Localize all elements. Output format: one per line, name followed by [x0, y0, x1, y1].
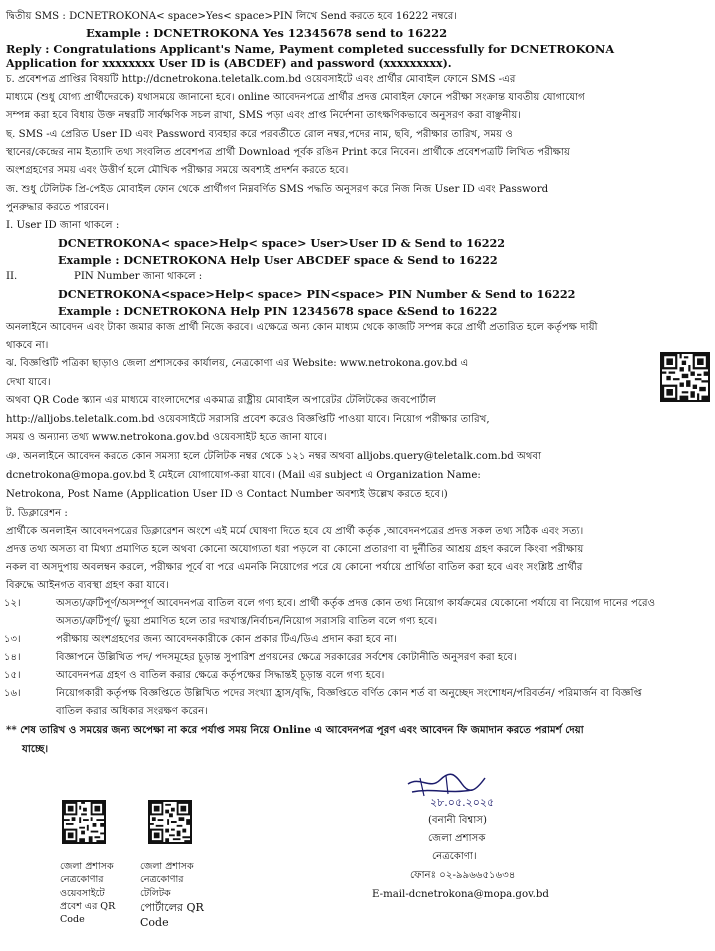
- item-12-line-1: অসত্য/ত্রুটিপূর্ণ/অসম্পূর্ণ আবেদনপত্র বাতিল বলে গণ্য হবে। প্রার্থী কর্তৃক প্রদত্ত কোন তথ্য নিয়োগ কার্যক্রমের যেকোনো পর্যায়ে বা নিয়োগ দানের পরেও: [56, 598, 656, 609]
- ja-line-2: পুনরুদ্ধার করতে পারবেন।: [6, 202, 109, 213]
- website-entry-qr-code: [62, 800, 106, 844]
- item-13-line-1: পরীক্ষায় অংশগ্রহণের জন্য আবেদনকারীকে কোন প্রকার টিএ/ডিএ প্রদান করা হবে না।: [56, 634, 398, 645]
- chha-line-2: স্থানের/কেন্দ্রের নাম ইত্যাদি তথ্য সংবলিত প্রবেশপত্র প্রার্থী Download পূর্বক রঙিন Print করে নিবেন। প্রার্থীকে প্রবেশপত্রটি লিখিত পরীক্ষায়: [6, 147, 570, 158]
- signature-date: ২৮.০৫.২০২৫: [430, 796, 495, 809]
- item-number: ১৪।: [4, 652, 21, 663]
- teletalk-qr-caption: [140, 860, 220, 931]
- pin-help-format: DCNETROKONA<space>Help< space> PIN<space> PIN Number & Send to 16222: [58, 287, 576, 301]
- qr-code-icon: [662, 354, 708, 400]
- item-number: ১২।: [4, 598, 21, 609]
- item-16-line-1: নিয়োগকারী কর্তৃপক্ষ বিজ্ঞপ্তিতে উল্লিখিত পদের সংখ্যা হ্রাস/বৃদ্ধি, বিজ্ঞপ্তিতে বর্ণিত কোন শর্ত বা অনুচ্ছেদ সংশোধন/পরিবর্তন/ পরিমার্জন বা বিজ্ঞপ্তি: [56, 688, 642, 699]
- nya-line-3: Netrokona, Post Name (Application User ID ও Contact Number অবশ্যই উল্লেখ করতে হবে।): [6, 489, 448, 500]
- nya-line-1: ঞ. অনলাইনে আবেদন করতে কোন সমস্যা হলে টেলিটক নম্বর থেকে ১২১ নম্বর অথবা alljobs.query@teletalk.com.bd অথবা: [6, 451, 542, 462]
- caption-line: জেলা প্রশাসক: [140, 861, 194, 872]
- online-note-1: অনলাইনে আবেদন এবং টাকা জমার কাজ প্রার্থী নিজে করবে। এক্ষেত্রে অন্য কোন মাধ্যম থেকে কাজটি সম্পন্ন করে প্রার্থী প্রতারিত হলে কর্তৃপক্ষ দায়ী: [6, 322, 598, 333]
- signatory-phone: ফোনঃ ০২-৯৯৬৬৫১৬৩৪: [410, 870, 516, 881]
- qr-code-icon: [64, 802, 104, 842]
- qr-code-icon: [150, 802, 190, 842]
- jha-line-2: দেখা যাবে।: [6, 377, 51, 388]
- cha-line-3: সম্পন্ন করা হবে বিধায় উক্ত নম্বরটি সার্বক্ষণিক সচল রাখা, SMS পড়া এবং প্রাপ্ত নির্দেশনা তাৎক্ষণিকভাবে অনুসরণ করা বাঞ্ছনীয়।: [6, 110, 521, 121]
- online-note-2: থাকবে না।: [6, 340, 49, 351]
- pin-heading-num: II.: [6, 271, 18, 282]
- final-advice-line-2: যাচ্ছে।: [22, 743, 49, 755]
- item-14-line-1: বিজ্ঞাপনে উল্লিখিত পদ/ পদসমূহের চূড়ান্ত সুপারিশ প্রণয়নের ক্ষেত্রে সরকারের সর্বশেষ কোটানীতি অনুসরণ করা হবে।: [56, 652, 517, 663]
- ja-line-1: জ. শুধু টেলিটক প্রি-পেইড মোবাইল ফোন থেকে প্রার্থীগণ নিম্নবর্ণিত SMS পদ্ধতি অনুসরণ করে নিজ নিজ User ID এবং Password: [6, 184, 549, 195]
- cha-line-2: মাধ্যমে (শুধু যোগ্য প্রার্থীদেরকে) যথাসময়ে জানানো হবে। online আবেদনপত্রে প্রার্থীর প্রদত্ত মোবাইল ফোনে পরীক্ষা সংক্রান্ত যাবতীয় যোগাযোগ: [6, 92, 585, 103]
- cha-line-1: চ. প্রবেশপত্র প্রাপ্তির বিষয়টি http://dcnetrokona.teletalk.com.bd ওয়েবসাইটে এবং প্রার্থীর মোবাইল ফোনে SMS -এর: [6, 74, 516, 85]
- jha-line-1: ঝ. বিজ্ঞপ্তিটি পত্রিকা ছাড়াও জেলা প্রশাসকের কার্যালয়, নেত্রকোণা এর Website: www.netrokona.gov.bd এ: [6, 358, 469, 369]
- signatory-name: (বনানী বিশ্বাস): [428, 815, 487, 826]
- item-12-line-2: অসত্য/ত্রুটিপূর্ণ/ ভুয়া প্রমাণিত হলে তার দরখাস্ত/নির্বাচন/নিয়োগ সরাসরি বাতিল বলে গণ্য হবে।: [56, 616, 438, 627]
- reply-line-2: Application for xxxxxxxx User ID is (ABCDEF) and password (xxxxxxxxx).: [6, 57, 452, 70]
- user-id-help-format: DCNETROKONA< space>Help< space> User>User ID & Send to 16222: [58, 236, 506, 250]
- caption-line: নেত্রকোণার: [140, 874, 184, 886]
- website-qr-caption: [60, 860, 140, 926]
- item-15-line-1: আবেদনপত্র গ্রহণ ও বাতিল করার ক্ষেত্রে কর্তৃপক্ষের সিদ্ধান্তই চূড়ান্ত বলে গণ্য হবে।: [56, 670, 385, 681]
- declaration-line-4: বিরুদ্ধে আইনগত ব্যবস্থা গ্রহণ করা যাবে।: [6, 580, 169, 591]
- item-number: ১৫।: [4, 670, 21, 681]
- item-number: ১৩।: [4, 634, 21, 645]
- nya-line-2: dcnetrokona@mopa.gov.bd ই মেইলে যোগাযোগ-করা যাবে। (Mail এর subject এ Organization Name:: [6, 470, 481, 481]
- declaration-line-3: নকল বা অসদুপায় অবলম্বন করলে, পরীক্ষার পূর্বে বা পরে এমনকি নিয়োগের পরে যে কোনো পর্যায়ে প্রার্থিতা বাতিল করা হবে এবং সংশ্লিষ্ট প্রার্থীর: [6, 562, 583, 573]
- reply-line-1: Reply : Congratulations Applicant's Name, Payment completed successfully for DCNETROKONA: [6, 42, 615, 56]
- declaration-line-1: প্রার্থীকে অনলাইন আবেদনপত্রের ডিক্লারেশন অংশে এই মর্মে ঘোষণা দিতে হবে যে প্রার্থী কর্তৃক ,আবেদনপত্রের প্রদত্ত সকল তথ্য সঠিক এবং সত্য।: [6, 526, 584, 537]
- declaration-heading: ট. ডিক্লারেশন :: [6, 508, 68, 519]
- example-yes: Example : DCNETROKONA Yes 12345678 send to 16222: [86, 26, 448, 40]
- caption-line: নেত্রকোণার: [60, 874, 104, 886]
- pin-help-example: Example : DCNETROKONA Help PIN 12345678 space &Send to 16222: [58, 304, 498, 318]
- final-advice-line-1: ** শেষ তারিখ ও সময়ের জন্য অপেক্ষা না করে পর্যাপ্ত সময় নিয়ে Online এ আবেদনপত্র পূরণ এবং আবেদন ফি জমাদান করতে পরামর্শ দেয়া: [6, 724, 584, 736]
- caption-line: Code: [140, 916, 169, 930]
- caption-line: ওয়েবসাইটে: [60, 887, 105, 899]
- caption-line: জেলা প্রশাসক: [60, 861, 114, 872]
- signatory-email: E-mail-dcnetrokona@mopa.gov.bd: [372, 889, 549, 900]
- caption-line: টেলিটক: [140, 887, 171, 899]
- signatory-office: নেত্রকোণা।: [432, 851, 477, 862]
- user-id-help-example: Example : DCNETROKONA Help User ABCDEF space & Send to 16222: [58, 253, 498, 267]
- item-number: ১৬।: [4, 688, 21, 699]
- caption-line: পোর্টালের QR: [140, 900, 204, 914]
- teletalk-portal-qr-code: [148, 800, 192, 844]
- caption-line: Code: [60, 914, 85, 926]
- chha-line-1: ছ. SMS -এ প্রেরিত User ID এবং Password ব্যবহার করে পরবর্তীতে রোল নম্বর,পদের নাম, ছবি, পরীক্ষার তারিখ, সময় ও: [6, 129, 513, 140]
- chha-line-3: অংশগ্রহণের সময় এবং উত্তীর্ণ হলে মৌখিক পরীক্ষার সময়ে অবশ্যই প্রদর্শন করতে হবে।: [6, 165, 349, 176]
- second-sms-instruction: দ্বিতীয় SMS : DCNETROKONA< space>Yes< space>PIN লিখে Send করতে হবে 16222 নম্বরে।: [6, 11, 458, 22]
- website-qr-code: [660, 352, 710, 402]
- user-id-heading: I. User ID জানা থাকলে :: [6, 220, 120, 231]
- jha-line-3: অথবা QR Code স্ক্যান এর মাধ্যমে বাংলাদেশের একমাত্র রাষ্ট্রীয় মোবাইল অপারেটর টেলিটকের জবপোর্টাল: [6, 395, 436, 406]
- signatory-title: জেলা প্রশাসক: [428, 833, 486, 844]
- pin-heading: PIN Number জানা থাকলে :: [74, 271, 203, 282]
- caption-line: প্রবেশ এর QR: [60, 900, 116, 912]
- declaration-line-2: প্রদত্ত তথ্য অসত্য বা মিথ্যা প্রমাণিত হলে অথবা কোনো অযোগ্যতা ধরা পড়লে বা কোনো প্রতারণা বা দুর্নীতির আশ্রয় গ্রহণ করলে কিংবা পরীক্ষায়: [6, 544, 584, 555]
- item-16-line-2: বাতিল করার অধিকার সংরক্ষণ করেন।: [56, 706, 208, 717]
- jha-line-4: http://alljobs.teletalk.com.bd ওয়েবসাইটে সরাসরি প্রবেশ করেও বিজ্ঞপ্তিটি পাওয়া যাবে। নিয়োগ পরীক্ষার তারিখ,: [6, 414, 490, 425]
- jha-line-5: সময় ও অন্যান্য তথ্য www.netrokona.gov.bd ওয়েবসাইট হতে জানা যাবে।: [6, 432, 327, 443]
